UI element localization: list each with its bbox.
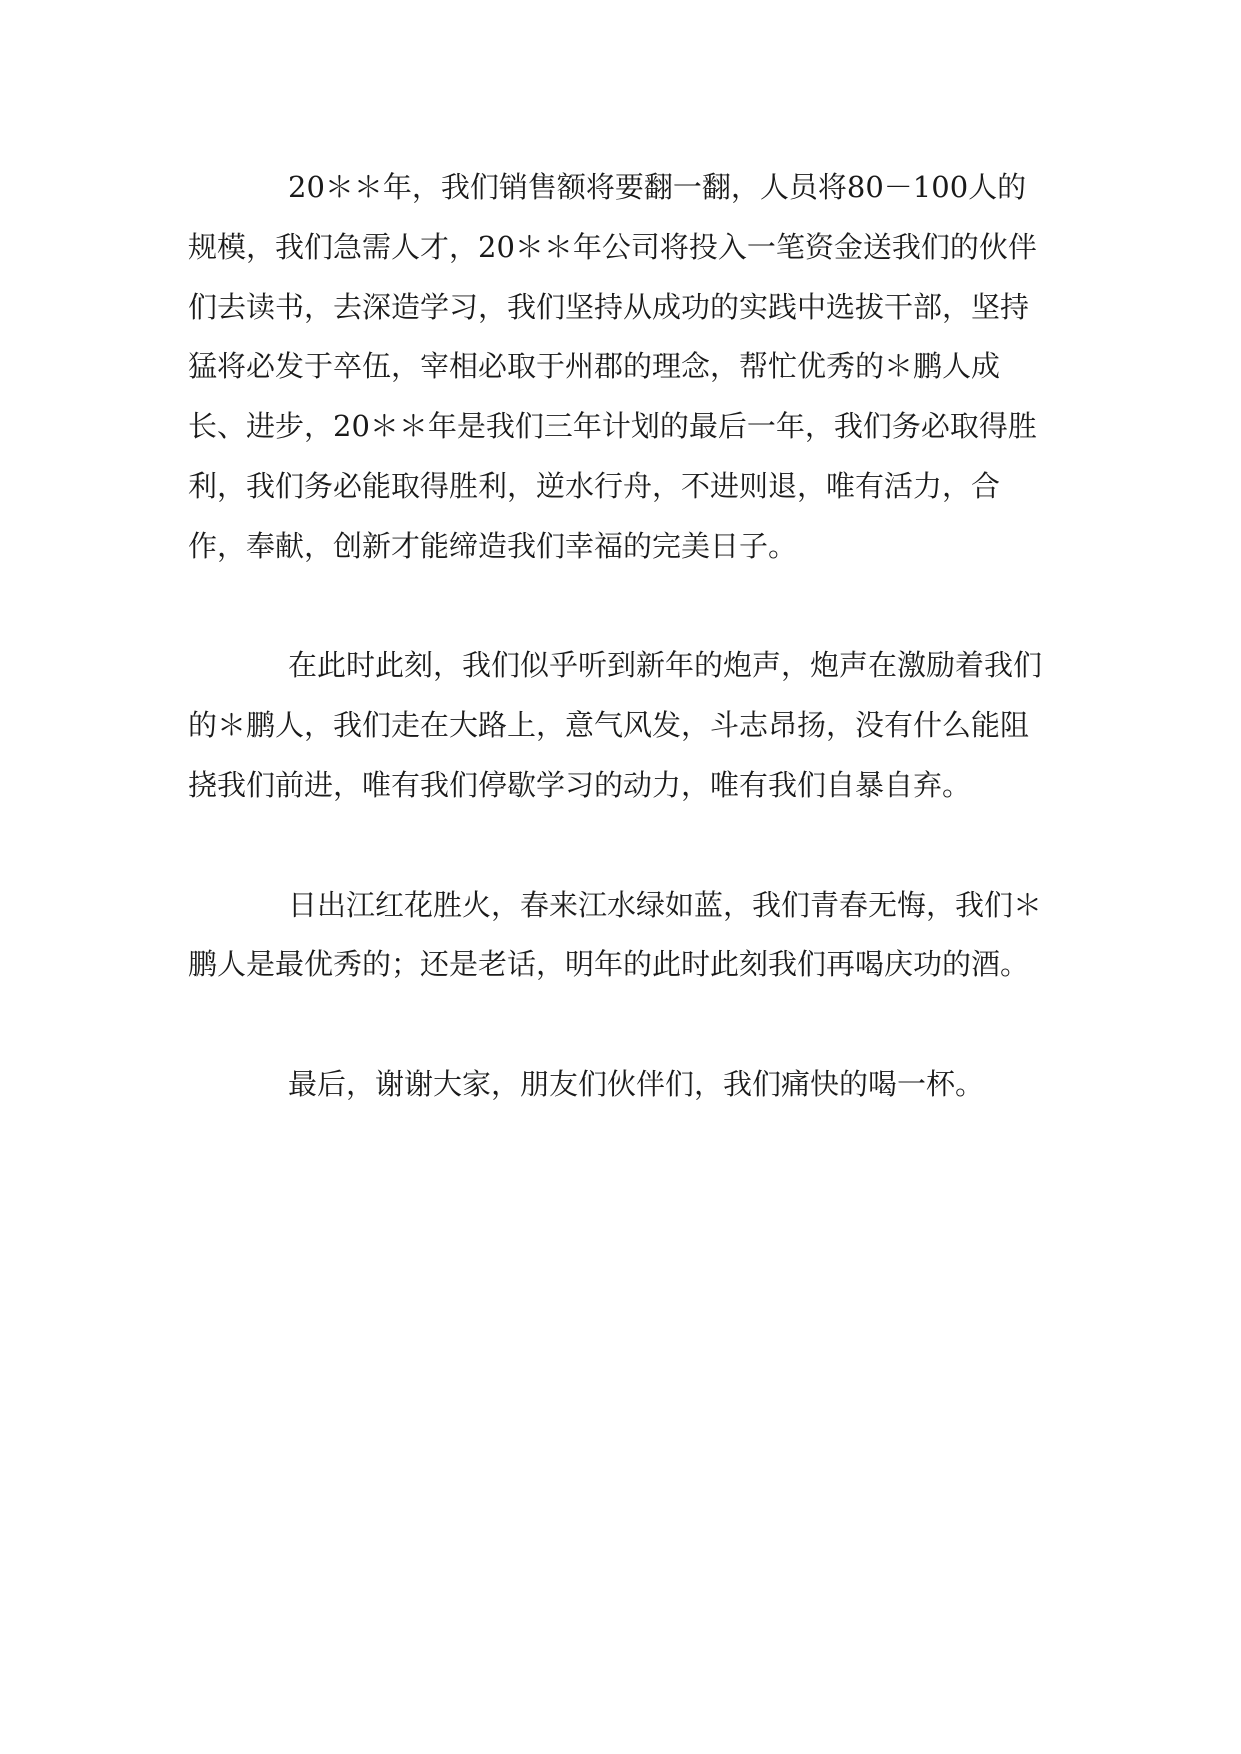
paragraph-1: 20＊＊年，我们销售额将要翻一翻，人员将80－100人的规模，我们急需人才，20＊＊年公司将投入一笔资金送我们的伙伴们去读书，去深造学习，我们坚持从成功的实践中选拔干部，坚持猛将必发于卒伍，宰相必取于州郡的理念，帮忙优秀的＊鹏人成长、进步，20＊＊年是我们三年计划的最后一年，我们务必取得胜利，我们务必能取得胜利，逆水行舟，不进则退，唯有活力，合作，奉献，创新才能缔造我们幸福的完美日子。 (188, 170, 1037, 563)
document-body (188, 158, 1054, 1115)
paragraph-3: 日出江红花胜火，春来江水绿如蓝，我们青春无悔，我们＊鹏人是最优秀的；还是老话，明年的此时此刻我们再喝庆功的酒。 (188, 887, 1043, 982)
paragraph-2: 在此时此刻，我们似乎听到新年的炮声，炮声在激励着我们的＊鹏人，我们走在大路上，意气风发，斗志昂扬，没有什么能阻挠我们前进，唯有我们停歇学习的动力，唯有我们自暴自弃。 (188, 648, 1043, 802)
paragraph-4: 最后，谢谢大家，朋友们伙伴们，我们痛快的喝一杯。 (288, 1066, 985, 1101)
